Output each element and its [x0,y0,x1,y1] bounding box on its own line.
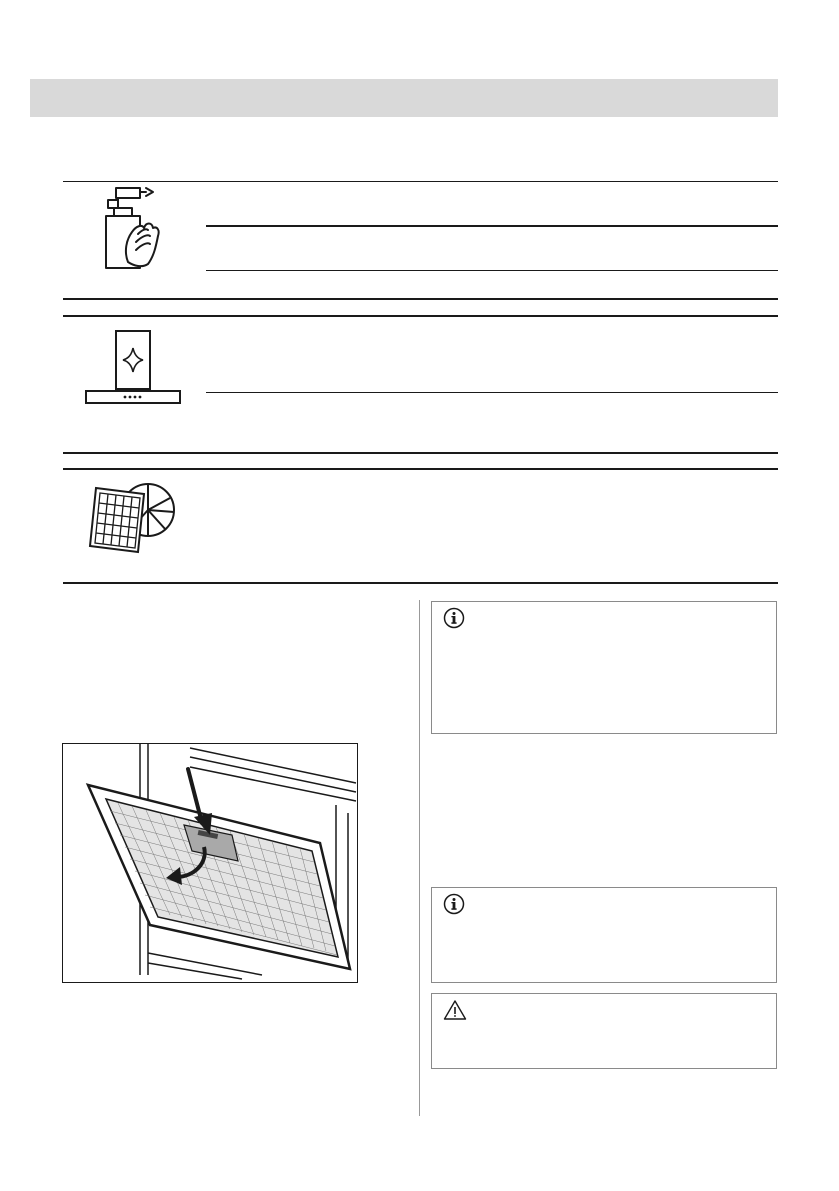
table-top-rule [63,181,778,182]
hood-sparkle-icon [84,330,182,406]
warning-note-box [431,993,777,1069]
chapter-header-bar [30,79,778,117]
filter-removal-illustration [62,743,358,983]
table-bottom-rule [63,582,778,584]
table-row-rule [206,225,778,227]
info-icon [443,893,465,915]
warning-triangle-icon [443,999,467,1021]
info-note-box [431,887,777,983]
table-section-rule [63,468,778,470]
table-row-rule [206,270,778,271]
info-icon [443,607,465,629]
table-section-rule [63,315,778,317]
info-note-box [431,601,777,734]
table-section-rule [63,298,778,300]
column-divider [419,600,420,1116]
spray-cloth-icon [100,186,160,272]
table-section-rule [63,452,778,454]
table-row-rule [206,392,778,393]
filter-fan-icon [80,474,180,556]
